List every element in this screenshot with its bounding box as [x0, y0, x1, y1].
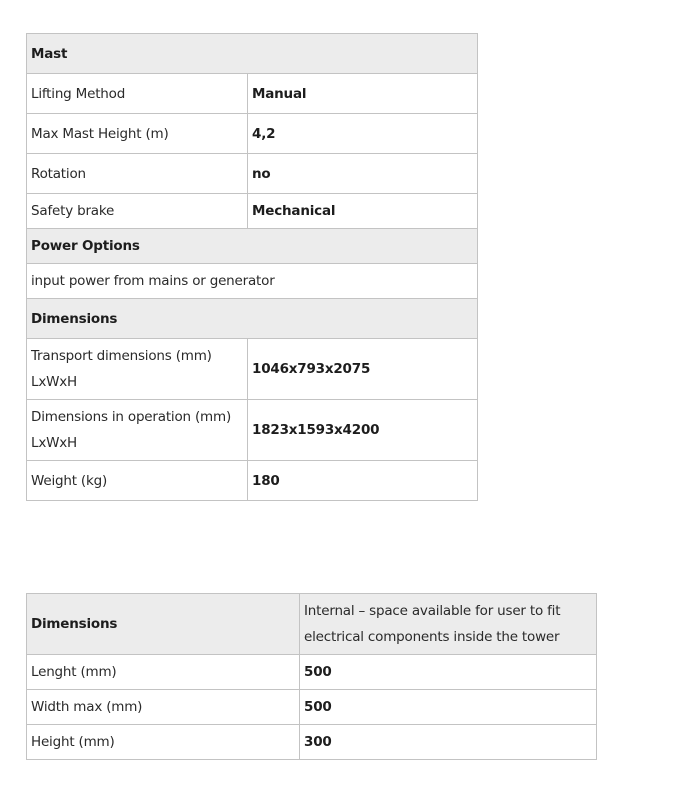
table-row	[27, 400, 478, 461]
table-row	[27, 461, 478, 501]
table-row	[27, 690, 597, 725]
section-title: Dimensions	[27, 299, 478, 339]
internal-dimensions-table	[26, 593, 597, 760]
section-header-power-options	[27, 229, 478, 264]
row-label: Lifting Method	[27, 74, 248, 114]
row-label: Max Mast Height (m)	[27, 114, 248, 154]
table-row	[27, 154, 478, 194]
row-label-line2: LxWxH	[31, 374, 77, 390]
row-label	[27, 339, 248, 400]
row-label: Lenght (mm)	[27, 655, 300, 690]
internal-table-header	[27, 594, 597, 655]
table-row	[27, 339, 478, 400]
table-row	[27, 655, 597, 690]
row-label	[27, 400, 248, 461]
row-value: 4,2	[248, 114, 478, 154]
table-row	[27, 74, 478, 114]
power-options-text: input power from mains or generator	[27, 264, 478, 299]
row-label-line1: Transport dimensions (mm)	[31, 348, 212, 364]
row-value: 1823x1593x4200	[248, 400, 478, 461]
row-value: 180	[248, 461, 478, 501]
table-row	[27, 725, 597, 760]
row-value: 1046x793x2075	[248, 339, 478, 400]
header-description: Internal – space available for user to fit electrical components inside the tower	[300, 594, 597, 655]
section-title: Mast	[27, 34, 478, 74]
row-label: Width max (mm)	[27, 690, 300, 725]
row-label-line1: Dimensions in operation (mm)	[31, 409, 232, 425]
mast-specifications-table	[26, 33, 478, 501]
row-label: Weight (kg)	[27, 461, 248, 501]
row-value: no	[248, 154, 478, 194]
row-value: 300	[300, 725, 597, 760]
section-header-dimensions	[27, 299, 478, 339]
table-row	[27, 114, 478, 154]
table-row	[27, 264, 478, 299]
row-label-line2: LxWxH	[31, 435, 77, 451]
section-header-mast	[27, 34, 478, 74]
row-value: 500	[300, 655, 597, 690]
row-label: Height (mm)	[27, 725, 300, 760]
row-value: Manual	[248, 74, 478, 114]
row-value: Mechanical	[248, 194, 478, 229]
row-label: Rotation	[27, 154, 248, 194]
row-value: 500	[300, 690, 597, 725]
row-label: Safety brake	[27, 194, 248, 229]
table-row	[27, 194, 478, 229]
section-title: Power Options	[27, 229, 478, 264]
header-title: Dimensions	[27, 594, 300, 655]
